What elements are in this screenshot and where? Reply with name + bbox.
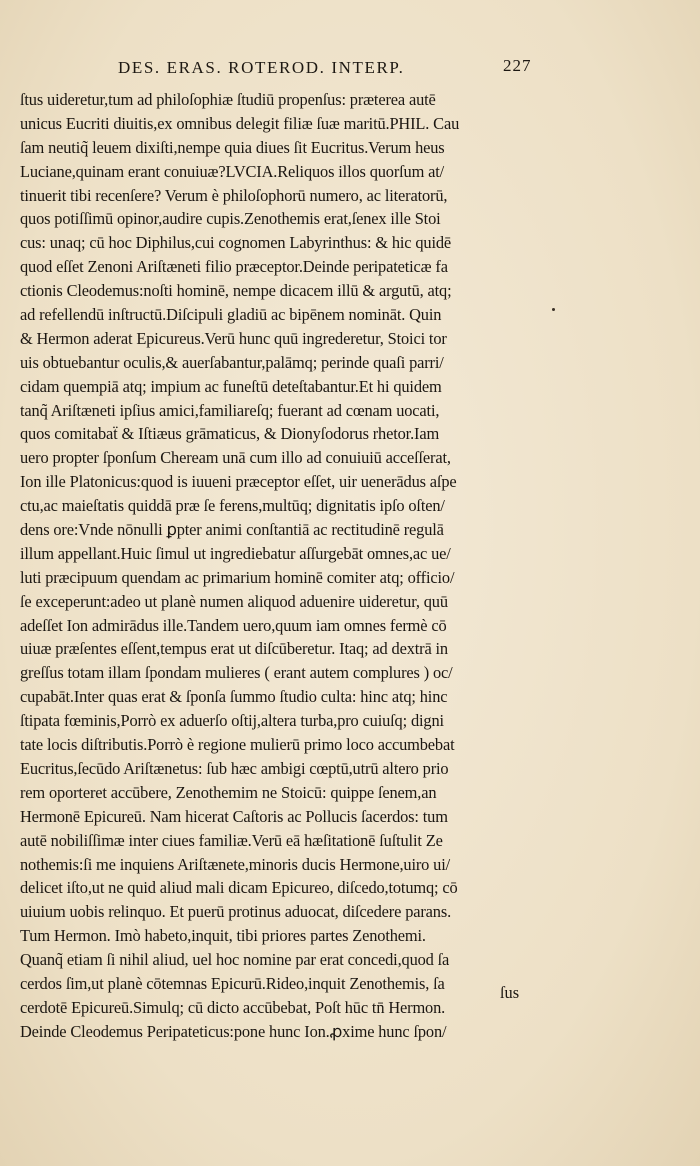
catchword-row xyxy=(0,983,700,1007)
text-line: Tum Hermon. Imò habeto,inquit, tibi priores partes Zenothemi. xyxy=(20,926,426,946)
text-line: cidam quempiā atq; impium ac funeſtū deteſtabantur.Et hi quidem xyxy=(20,376,442,396)
catchword: ſus xyxy=(500,983,520,1002)
text-line: cus: unaq; cū hoc Diphilus,cui cognomen Labyrinthus: & hic quidē xyxy=(20,233,452,253)
text-line: ctu,ac maieſtatis quiddā præ ſe ferens,multūq; dignitatis ipſo oſten/ xyxy=(20,496,445,516)
running-head: DES. ERAS. ROTEROD. INTERP. xyxy=(118,58,405,77)
text-line: Quanq̃ etiam ſi nihil aliud, uel hoc nomine par erat concedi,quod ſa xyxy=(20,950,450,970)
text-line: luti præcipuum quendam ac primarium hominē comiter atq; officio/ xyxy=(20,567,455,587)
text-line: cupabāt.Inter quas erat & ſponſa ſummo ſtudio culta: hinc atq; hinc xyxy=(20,687,448,707)
page-header xyxy=(0,58,700,82)
text-line: rem oporteret accūbere, Zenothemim ne Stoicū: quippe ſenem,an xyxy=(20,782,437,802)
body-text xyxy=(20,88,540,1044)
text-line: autē nobiliſſimæ inter ciues familiæ.Verū eā hæſitationē ſuſtulit Ze xyxy=(20,830,443,850)
text-line: dens ore:Vnde nōnulli ꝑpter animi conſtantiā ac rectitudinē regulā xyxy=(20,520,444,540)
text-line: ſtipata fœminis,Porrò ex aduerſo oſtij,altera turba,pro cuiuſq; digni xyxy=(20,711,444,731)
text-line: nothemis:ſi me inquiens Ariſtænete,minoris ducis Hermone,uiro ui/ xyxy=(20,854,451,874)
text-line: Deinde Cleodemus Peripateticus:pone hunc Ion.ꝓxime hunc ſpon/ xyxy=(20,1021,447,1041)
text-line: uis obtuebantur oculis,& auerſabantur,palāmq; perinde quaſi parri/ xyxy=(20,352,444,372)
text-line: uiuium uobis relinquo. Et puerū protinus aduocat, diſcedere parans. xyxy=(20,902,452,922)
text-line: Eucritus,ſecūdo Ariſtænetus: ſub hæc ambigi cœptū,utrū altero prio xyxy=(20,758,449,778)
text-line: ſtus uideretur,tum ad philoſophiæ ſtudiū propenſus: præterea autē xyxy=(20,90,436,109)
text-line: delicet iſto,ut ne quid aliud mali dicam Epicureo, diſcedo,totumq; cō xyxy=(20,878,458,898)
text-line: ſam neutiq̃ leuem dixiſti,nempe quia diues ſit Eucritus.Verum heus xyxy=(20,137,445,157)
text-line: Hermonē Epicureū. Nam hicerat Caſtoris ac Pollucis ſacerdos: tum xyxy=(20,806,448,826)
page-number: 227 xyxy=(503,56,532,75)
text-line: cerdotē Epicureū.Simulq; cū dicto accūbebat, Poſt hūc tn̄ Hermon. xyxy=(20,997,446,1017)
text-line: greſſus totam illam ſpondam mulieres ( erant autem complures ) oc/ xyxy=(20,663,453,683)
text-line: Luciane,quinam erant conuiuæ?LVCIA.Reliquos illos quorſum at/ xyxy=(20,161,445,181)
text-line: quod eſſet Zenoni Ariſtæneti filio præceptor.Deinde peripateticæ fa xyxy=(20,257,448,277)
text-line: tanq̃ Ariſtæneti ipſius amici,familiareſq; fuerant ad cœnam uocati, xyxy=(20,400,440,420)
text-line: quos potiſſimū opinor,audire cupis.Zenothemis erat,ſenex ille Stoi xyxy=(20,209,441,229)
text-line: tinuerit tibi recenſere? Verum è philoſophorū numero, ac literatorū, xyxy=(20,185,448,205)
text-line: tate locis diſtributis.Porrò è regione mulierū primo loco accumbebat xyxy=(20,735,455,755)
text-line: illum appellant.Huic ſimul ut ingrediebatur aſſurgebāt omnes,ac ue/ xyxy=(20,543,451,563)
text-line: unicus Eucriti diuitis,ex omnibus delegit filiæ ſuæ maritū.PHIL. Cau xyxy=(20,113,460,133)
text-line: ſe exceperunt:adeo ut planè numen aliquod aduenire uideretur, quū xyxy=(20,591,448,611)
text-line: adeſſet Ion admirādus ille.Tandem uero,quum iam omnes fermè cō xyxy=(20,615,447,635)
text-line: & Hermon aderat Epicureus.Verū hunc quū ingrederetur, Stoici tor xyxy=(20,328,447,348)
text-line: Ion ille Platonicus:quod is iuueni præceptor eſſet, uir uenerādus aſpe xyxy=(20,472,457,492)
text-line: ad refellendū inſtructū.Diſcipuli gladiū ac bipēnem nomināt. Quin xyxy=(20,305,442,325)
text-line: uero propter ſponſum Cheream unā cum illo ad conuiuiū acceſſerat, xyxy=(20,448,451,468)
text-line: uiuæ præſentes eſſent,tempus erat ut diſcūberetur. Itaq; ad dextrā in xyxy=(20,639,448,659)
text-line: quos comitabaẗ & Iſtiæus grāmaticus, & Dionyſodorus rhetor.Iam xyxy=(20,424,440,444)
text-line: ctionis Cleodemus:noſti hominē, nempe dicacem illū & argutū, atq; xyxy=(20,281,452,301)
margin-dot-mark xyxy=(552,308,555,311)
text-line: cerdos ſim,ut planè cōtemnas Epicurū.Rideo,inquit Zenothemis, ſa xyxy=(20,973,445,993)
